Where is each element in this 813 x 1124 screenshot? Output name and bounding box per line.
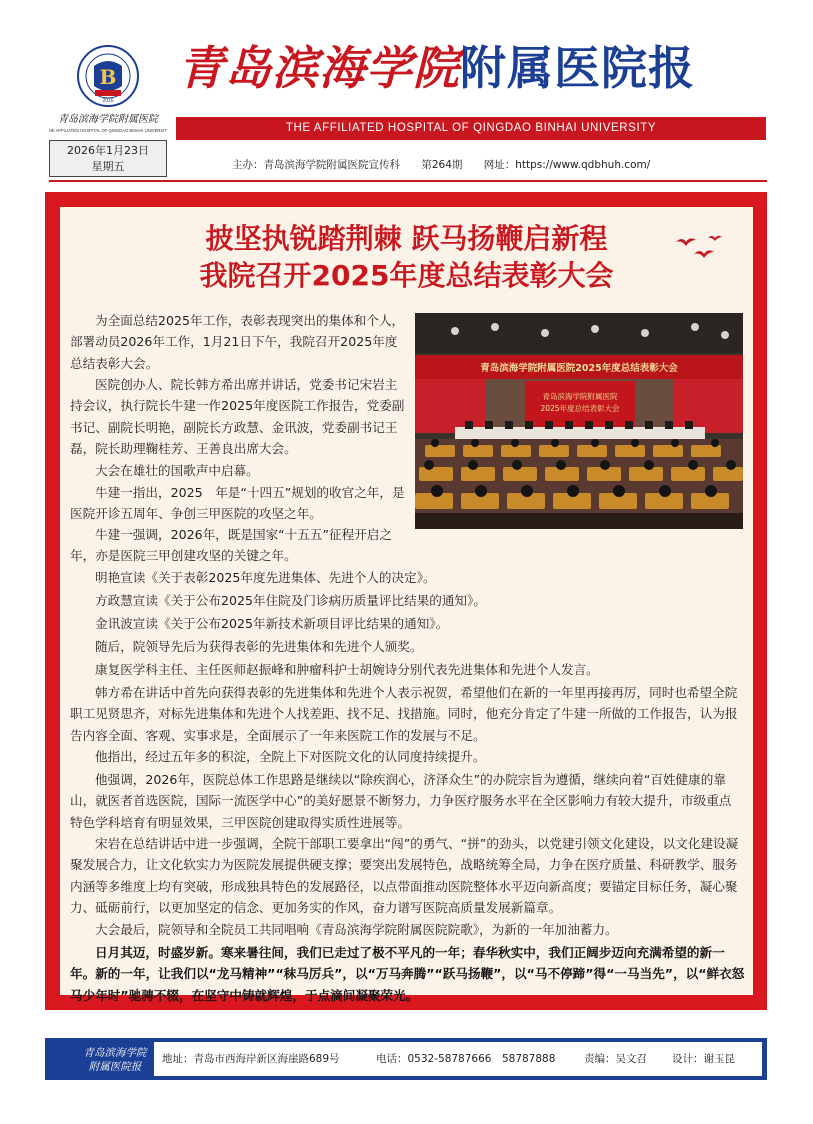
- footer-designer: 设计：谢玉昆: [672, 1053, 735, 1065]
- sponsor-text: 主办：青岛滨海学院附属医院宣传科: [232, 159, 400, 171]
- logo-cn: 青岛滨海学院附属医院: [58, 114, 158, 125]
- paragraph-7: 方政慧宣读《关于公布2025年住院及门诊病历质量评比结果的通知》。: [95, 593, 486, 608]
- header-divider: [49, 180, 767, 182]
- paragraph-5: 牛建一强调，2026年，既是国家“十五五”征程开启之年，亦是医院三甲创建攻坚的关键之年。: [70, 527, 392, 564]
- footer-address: 地址：青岛市西海岸新区海崖路689号: [162, 1053, 340, 1065]
- paragraph-14: 宋岩在总结讲话中进一步强调，全院干部职工要拿出“闯”的勇气、“拼”的劲头，以党建引领文化建设，以文化建设凝聚发展合力，让文化软实力为医院发展提供硬支撑；要突出发展特色，战略统筹全局，力争在医疗质量、科研教学、服务内涵等多维度上均有突破，形成独具特色的发展路径，以点带面推动医院整体水平迈向新高度；要锚定目标任务，凝心聚力、砥砺前行，以更加坚定的信念、更加务实的作风，奋力谱写医院高质量发展新篇章。: [70, 836, 739, 915]
- photo-banner-text: 青岛滨海学院附属医院2025年度总结表彰大会: [480, 363, 678, 374]
- hospital-logo: [49, 42, 167, 142]
- masthead-title: [178, 36, 695, 100]
- info-line: [232, 157, 668, 172]
- footer-editor: 责编：吴文召: [584, 1053, 647, 1065]
- paragraph-4: 牛建一指出，2025 年是“十四五”规划的收官之年，是医院开诊五周年、争创三甲医院的攻坚之年。: [70, 485, 405, 522]
- logo-en: THE AFFILIATED HOSPITAL OF QINGDAO BINHAI UNIVERSITY: [49, 128, 167, 133]
- logo-year: 2016: [102, 98, 114, 104]
- flying-birds-icon: [672, 232, 724, 266]
- photo-screen-line1: 青岛滨海学院附属医院: [542, 392, 618, 401]
- masthead-title-red: 青岛滨海学院: [178, 41, 460, 95]
- paragraph-10: 康复医学科主任、主任医师赵振峰和肿瘤科护士胡婉诗分别代表先进集体和先进个人发言。: [95, 662, 599, 677]
- paragraph-2: 医院创办人、院长韩方希出席并讲话，党委书记宋岩主持会议，执行院长牛建一作2025年度医院工作报告，党委副书记、副院长明艳，副院长方政慧、金讯波，党委副书记王磊，院长助理鞠桂芳、王善良出席大会。: [70, 377, 405, 456]
- issue-weekday: 星期五: [91, 160, 125, 173]
- footer-label-line2: 附属医院报: [88, 1061, 142, 1073]
- closing-paragraph: 日月其迈，时盛岁新。寒来暑往间，我们已走过了极不平凡的一年；春华秋实中，我们正阔步迈向充满希望的新一年。新的一年，让我们以“龙马精神”“秣马厉兵”，以“万马奔腾”“跃马扬鞭”，以“马不停蹄”得“一马当先”，以“鲜衣怒马少年时”驰骋不辍，在坚守中铸就辉煌，于点滴间凝聚荣光。: [70, 945, 745, 1003]
- masthead-title-blue: 附属医院报: [460, 41, 695, 95]
- paragraph-13: 他强调，2026年，医院总体工作思路是继续以“除疾润心，济泽众生”的办院宗旨为遵循，继续向着“百姓健康的靠山，就医者首选医院，国际一流医学中心”的美好愿景不断努力，力争医疗服务水平在全区影响力有较大提升，市级重点特色学科培育有明显效果，三甲医院创建取得实质性进展等。: [70, 772, 732, 830]
- footer-label-line1: 青岛滨海学院: [83, 1047, 147, 1059]
- conference-photo: [415, 313, 743, 529]
- photo-screen-line2: 2025年度总结表彰大会: [540, 404, 620, 413]
- paragraph-8: 金讯波宣读《关于公布2025年新技术新项目评比结果的通知》。: [95, 616, 449, 631]
- svg-text:B: B: [99, 65, 117, 89]
- paragraph-3: 大会在雄壮的国歌声中启幕。: [95, 463, 259, 478]
- english-title-bar: THE AFFILIATED HOSPITAL OF QINGDAO BINHAI UNIVERSITY: [176, 117, 766, 140]
- headline-line-1: 披坚执锐踏荆棘 跃马扬鞭启新程: [205, 222, 608, 255]
- paragraph-12: 他指出，经过五年多的积淀，全院上下对医院文化的认同度持续提升。: [95, 749, 486, 764]
- headline: [60, 220, 753, 294]
- paragraph-15: 大会最后，院领导和全院员工共同唱响《青岛滨海学院附属医院院歌》，为新的一年加油蓄力。: [95, 922, 618, 937]
- headline-line-2: 我院召开2025年度总结表彰大会: [199, 259, 614, 292]
- paragraph-6: 明艳宣读《关于表彰2025年度先进集体、先进个人的决定》。: [95, 570, 436, 585]
- date-box: [49, 140, 167, 177]
- footer-phone: 电话：0532-58787666 58787888: [376, 1053, 556, 1065]
- footer-label: [76, 1046, 154, 1076]
- footer-info: [154, 1042, 762, 1076]
- issue-date: 2026年1月23日: [67, 144, 149, 157]
- paragraph-11: 韩方希在讲话中首先向获得表彰的先进集体和先进个人表示祝贺，希望他们在新的一年里再接再厉，同时也希望全院职工见贤思齐，对标先进集体和先进个人找差距、找不足、找措施。同时，他充分肯定了牛建一所做的工作报告，认为报告内容全面、客观、实事求是，全面展示了一年来医院工作的发展与不足。: [70, 685, 738, 743]
- paragraph-1: 为全面总结2025年工作，表彰表现突出的集体和个人，部署动员2026年工作，1月21日下午，我院召开2025年度总结表彰大会。: [70, 313, 405, 371]
- paragraph-9: 随后，院领导先后为获得表彰的先进集体和先进个人颁奖。: [95, 639, 423, 654]
- website-text: 网址：https://www.qdbhuh.com/: [483, 159, 651, 171]
- issue-number: 第264期: [421, 159, 463, 171]
